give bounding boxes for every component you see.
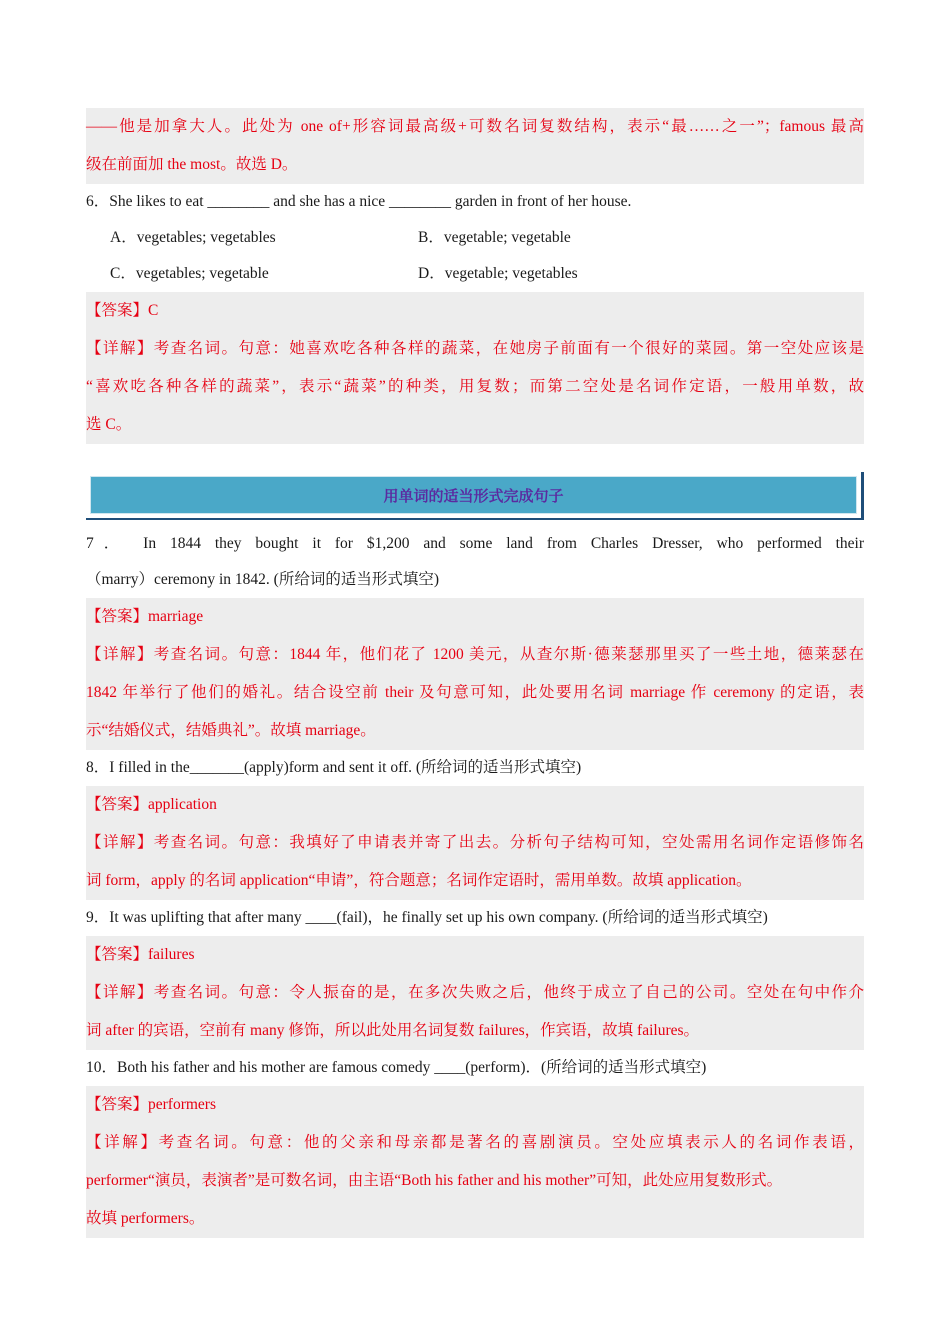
- document-body: [86, 108, 864, 1238]
- q6-answer-block: [86, 292, 864, 444]
- q9-stem: 9．It was uplifting that after many ____(fail)，he finally set up his own company. (所给词的适当形式填空): [86, 909, 768, 926]
- q6-option-a: A．vegetables; vegetables: [110, 229, 276, 246]
- q9-detail-line: 词 after 的宾语，空前有 many 修饰，所以此处用名词复数 failures，作宾语，故填 failures。: [86, 1022, 700, 1039]
- q6-detail-line: 选 C。: [86, 416, 132, 433]
- q10-detail-line: 故填 performers。: [86, 1210, 205, 1227]
- q6-options-row: [86, 256, 864, 292]
- q5-detail-line: 级在前面加 the most。故选 D。: [86, 156, 298, 173]
- q7-answer: 【答案】marriage: [86, 608, 204, 625]
- q9-answer: 【答案】failures: [86, 946, 195, 963]
- q7-stem: （marry）ceremony in 1842. (所给词的适当形式填空): [86, 571, 439, 588]
- q8-answer: 【答案】application: [86, 796, 217, 813]
- q10-detail-line: 【详解】考查名词。句意：他的父亲和母亲都是著名的喜剧演员。空处应填表示人的名词作表语，: [86, 1134, 864, 1151]
- q9-detail-line: 【详解】考查名词。句意：令人振奋的是，在多次失败之后，他终于成立了自己的公司。空处在句中作介: [86, 984, 864, 1001]
- q7-detail-line: 1842 年举行了他们的婚礼。结合设空前 their 及句意可知，此处要用名词 marriage 作 ceremony 的定语，表: [86, 684, 864, 701]
- section-title: 用单词的适当形式完成句子: [90, 476, 857, 514]
- q10-answer-block: [86, 1086, 864, 1238]
- q10-detail-line: performer“演员，表演者”是可数名词，由主语“Both his father and his mother”可知，此处应用复数形式。: [86, 1172, 783, 1189]
- q8-stem: 8．I filled in the_______(apply)form and sent it off. (所给词的适当形式填空): [86, 759, 582, 776]
- q5-detail-line: ——他是加拿大人。此处为 one of+形容词最高级+可数名词复数结构，表示“最……之一”；famous 最高: [86, 118, 864, 135]
- q6-stem: 6．She likes to eat ________ and she has a nice ________ garden in front of her house.: [86, 193, 632, 210]
- q9-answer-block: [86, 936, 864, 1050]
- q6-option-d: D．vegetable; vegetables: [418, 265, 578, 282]
- q8-answer-block: [86, 786, 864, 900]
- q7-detail-line: 示“结婚仪式，结婚典礼”。故填 marriage。: [86, 722, 376, 739]
- q8-detail-line: 词 form，apply 的名词 application“申请”，符合题意；名词作定语时，需用单数。故填 application。: [86, 872, 752, 889]
- q6-detail-line: 【详解】考查名词。句意：她喜欢吃各种各样的蔬菜，在她房子前面有一个很好的菜园。第一空处应该是: [86, 340, 864, 357]
- section-header: [86, 472, 864, 520]
- q7-stem: 7． In 1844 they bought it for $1,200 and some land from Charles Dresser, who performed their: [86, 535, 864, 552]
- q6-options-row: [86, 220, 864, 256]
- q6-option-b: B．vegetable; vegetable: [418, 229, 571, 246]
- q10-answer: 【答案】performers: [86, 1096, 216, 1113]
- q10-stem: 10．Both his father and his mother are famous comedy ____(perform)．(所给词的适当形式填空): [86, 1059, 707, 1076]
- q7-answer-block: [86, 598, 864, 750]
- q6-detail-line: “喜欢吃各种各样的蔬菜”，表示“蔬菜”的种类，用复数；而第二空处是名词作定语，一般用单数，故: [86, 378, 864, 395]
- q5-explanation-block: [86, 108, 864, 184]
- q6-answer: 【答案】C: [86, 302, 159, 319]
- q6-option-c: C．vegetables; vegetable: [110, 265, 269, 282]
- q8-detail-line: 【详解】考查名词。句意：我填好了申请表并寄了出去。分析句子结构可知，空处需用名词作定语修饰名: [86, 834, 864, 851]
- q7-detail-line: 【详解】考查名词。句意：1844 年，他们花了 1200 美元，从查尔斯·德莱瑟那里买了一些土地，德莱瑟在: [86, 646, 864, 663]
